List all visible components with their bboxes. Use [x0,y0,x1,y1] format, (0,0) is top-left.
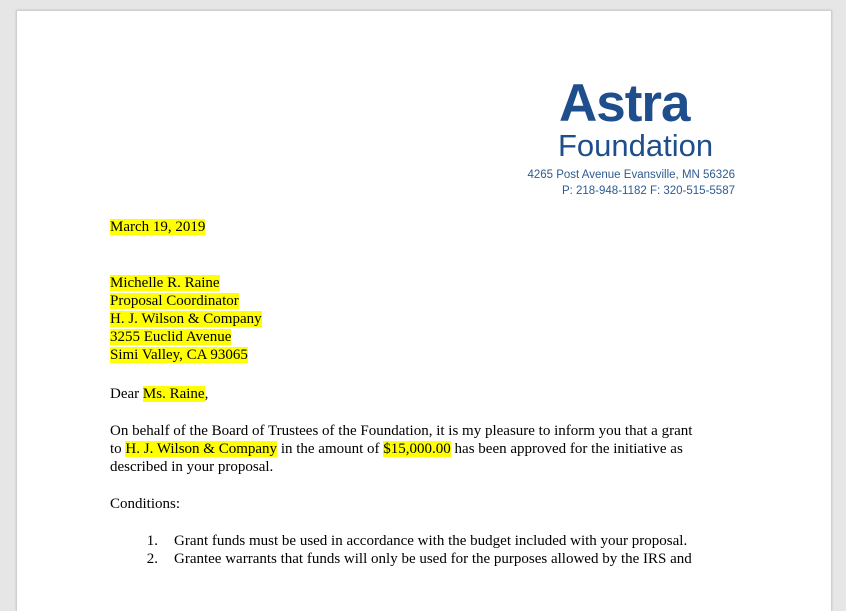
letterhead-contact: P: 218-948-1182 F: 320-515-5587 [561,185,735,197]
list-item [134,550,692,568]
list-number: 1. [146,533,158,549]
letterhead-address: 4265 Post Avenue Evansville, MN 56326 [527,169,735,181]
list-number: 2. [146,551,158,567]
list-text: Grantee warrants that funds will only be used for the purposes allowed by the IRS and [174,551,692,567]
recipient-company: H. J. Wilson & Company [110,311,262,327]
body-line-1: On behalf of the Board of Trustees of the Foundation, it is my pleasure to inform you that a grant [110,423,693,439]
recipient-city-line [110,346,248,364]
recipient-title: Proposal Coordinator [110,293,239,309]
recipient-name-line [110,274,220,292]
recipient-city: Simi Valley, CA 93065 [110,347,248,363]
list-item [134,532,692,550]
list-text: Grant funds must be used in accordance with the budget included with your proposal. [174,533,688,549]
body-line2-suffix: has been approved for the initiative as [450,441,683,457]
document-page [16,10,832,611]
logo-name: Astra [559,74,690,133]
body-amount: $15,000.00 [383,441,451,457]
body-line2-prefix: to [110,441,126,457]
letter-date [110,218,205,236]
recipient-street: 3255 Euclid Avenue [110,329,232,345]
recipient-street-line [110,328,231,346]
salutation-prefix: Dear [110,386,143,402]
body-line-2 [110,440,683,458]
body-line2-mid: in the amount of [277,441,384,457]
salutation [110,385,208,403]
salutation-name: Ms. Raine [142,386,205,402]
logo-subname: Foundation [558,128,714,163]
date-text: March 19, 2019 [110,219,206,235]
recipient-title-line [110,292,239,310]
body-line-3: described in your proposal. [110,459,274,475]
recipient-company-line [110,310,262,328]
recipient-name: Michelle R. Raine [110,275,220,291]
salutation-suffix: , [204,386,209,402]
conditions-list [134,532,692,568]
conditions-heading: Conditions: [110,496,181,512]
body-company: H. J. Wilson & Company [125,441,278,457]
